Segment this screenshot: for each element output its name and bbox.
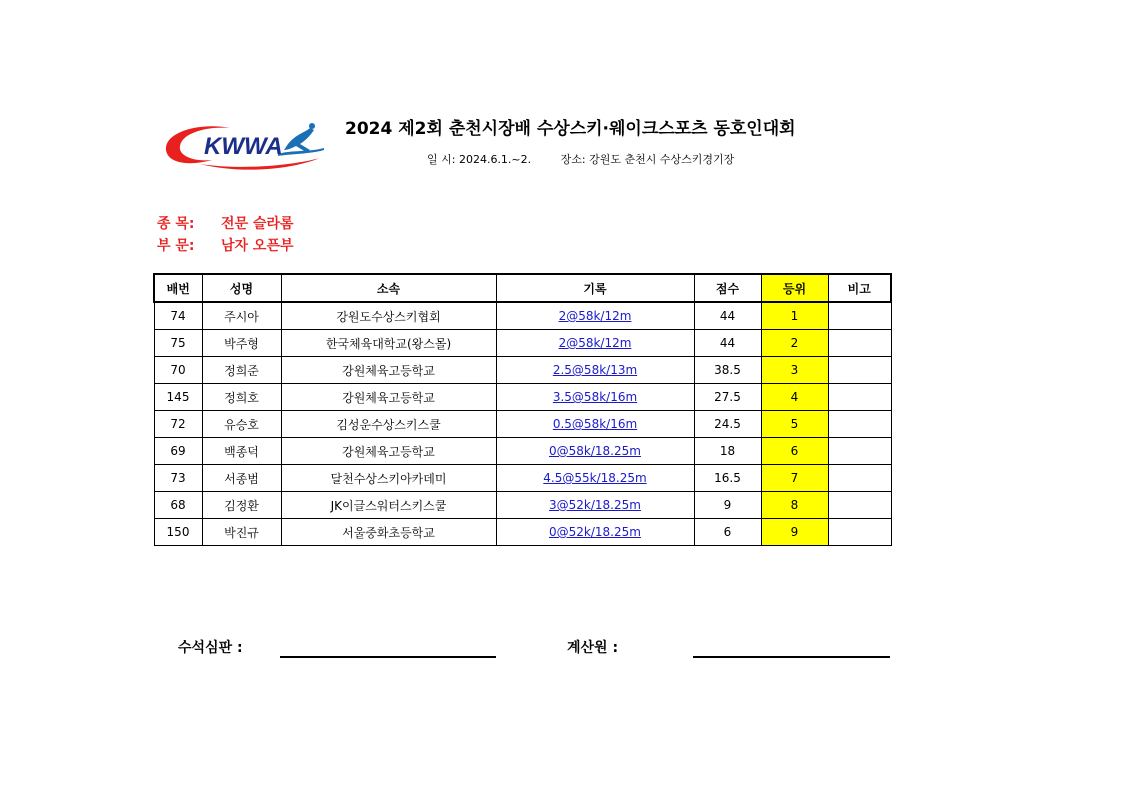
cell-score: 16.5 <box>694 465 761 492</box>
cell-rank: 9 <box>761 519 828 546</box>
cell-bib: 70 <box>154 357 202 384</box>
cell-note <box>828 302 891 330</box>
calculator-signature-line <box>693 656 890 658</box>
cell-rank: 2 <box>761 330 828 357</box>
cell-rank: 1 <box>761 302 828 330</box>
cell-score: 44 <box>694 330 761 357</box>
table-row <box>154 519 891 546</box>
cell-score: 24.5 <box>694 411 761 438</box>
cell-name: 주시아 <box>202 302 281 330</box>
cell-score: 18 <box>694 438 761 465</box>
cell-score: 6 <box>694 519 761 546</box>
cell-score: 44 <box>694 302 761 330</box>
cell-record-link[interactable]: 2@58k/12m <box>558 309 632 323</box>
logo-text: KWWA <box>204 133 283 160</box>
cell-note <box>828 438 891 465</box>
event-info <box>427 151 760 167</box>
cell-bib: 72 <box>154 411 202 438</box>
col-rank: 등위 <box>761 274 828 302</box>
event-venue: 장소: 강원도 춘천시 수상스키경기장 <box>560 153 735 166</box>
cell-record-link[interactable]: 0@58k/18.25m <box>549 444 641 458</box>
cell-note <box>828 357 891 384</box>
event-item-label: 종 목: <box>157 216 195 232</box>
table-row <box>154 411 891 438</box>
cell-bib: 145 <box>154 384 202 411</box>
table-row <box>154 330 891 357</box>
cell-record-link[interactable]: 4.5@55k/18.25m <box>543 471 647 485</box>
cell-rank: 8 <box>761 492 828 519</box>
col-score: 점수 <box>694 274 761 302</box>
event-division-value: 남자 오픈부 <box>221 238 294 254</box>
results-table <box>153 273 892 546</box>
table-row <box>154 357 891 384</box>
col-note: 비고 <box>828 274 891 302</box>
cell-record-link[interactable]: 3@52k/18.25m <box>549 498 641 512</box>
cell-name: 김정환 <box>202 492 281 519</box>
cell-affiliation: 강원도수상스키협회 <box>281 302 496 330</box>
cell-affiliation: JK이글스워터스키스쿨 <box>281 492 496 519</box>
table-header-row <box>154 274 891 302</box>
cell-bib: 69 <box>154 438 202 465</box>
cell-name: 유승호 <box>202 411 281 438</box>
col-name: 성명 <box>202 274 281 302</box>
event-item-value: 전문 슬라롬 <box>221 216 294 232</box>
table-row <box>154 465 891 492</box>
cell-name: 정희호 <box>202 384 281 411</box>
col-affiliation: 소속 <box>281 274 496 302</box>
cell-rank: 5 <box>761 411 828 438</box>
cell-affiliation: 김성운수상스키스쿨 <box>281 411 496 438</box>
cell-record-link[interactable]: 0.5@58k/16m <box>552 417 638 431</box>
cell-affiliation: 달천수상스키아카데미 <box>281 465 496 492</box>
event-date: 일 시: 2024.6.1.~2. <box>427 153 532 166</box>
kwwa-logo <box>160 120 330 172</box>
cell-affiliation: 강원체육고등학교 <box>281 357 496 384</box>
cell-bib: 75 <box>154 330 202 357</box>
col-bib: 배번 <box>154 274 202 302</box>
cell-affiliation: 서울중화초등학교 <box>281 519 496 546</box>
calculator-label: 계산원 : <box>567 640 619 656</box>
cell-score: 27.5 <box>694 384 761 411</box>
cell-record-link[interactable]: 0@52k/18.25m <box>549 525 641 539</box>
cell-affiliation: 한국체육대학교(왕스몰) <box>281 330 496 357</box>
cell-affiliation: 강원체육고등학교 <box>281 438 496 465</box>
cell-rank: 3 <box>761 357 828 384</box>
cell-bib: 74 <box>154 302 202 330</box>
cell-name: 박진규 <box>202 519 281 546</box>
cell-name: 박주형 <box>202 330 281 357</box>
table-row <box>154 384 891 411</box>
cell-name: 백종덕 <box>202 438 281 465</box>
cell-record-link[interactable]: 3.5@58k/16m <box>552 390 638 404</box>
cell-name: 서종범 <box>202 465 281 492</box>
cell-note <box>828 411 891 438</box>
cell-rank: 4 <box>761 384 828 411</box>
cell-score: 9 <box>694 492 761 519</box>
cell-note <box>828 519 891 546</box>
cell-record-link[interactable]: 2.5@58k/13m <box>552 363 638 377</box>
cell-rank: 7 <box>761 465 828 492</box>
chief-judge-signature-line <box>280 656 496 658</box>
cell-bib: 150 <box>154 519 202 546</box>
event-division <box>157 235 294 255</box>
cell-note <box>828 384 891 411</box>
cell-record-link[interactable]: 2@58k/12m <box>558 336 632 350</box>
cell-bib: 73 <box>154 465 202 492</box>
table-row <box>154 492 891 519</box>
table-row <box>154 302 891 330</box>
chief-judge-label: 수석심판 : <box>178 640 243 656</box>
cell-note <box>828 465 891 492</box>
cell-rank: 6 <box>761 438 828 465</box>
cell-bib: 68 <box>154 492 202 519</box>
col-record: 기록 <box>496 274 694 302</box>
cell-name: 정희준 <box>202 357 281 384</box>
cell-affiliation: 강원체육고등학교 <box>281 384 496 411</box>
event-item <box>157 213 294 233</box>
cell-score: 38.5 <box>694 357 761 384</box>
cell-note <box>828 492 891 519</box>
table-row <box>154 438 891 465</box>
cell-note <box>828 330 891 357</box>
event-division-label: 부 문: <box>157 238 195 254</box>
page-title: 2024 제2회 춘천시장배 수상스키·웨이크스포츠 동호인대회 <box>345 119 796 139</box>
